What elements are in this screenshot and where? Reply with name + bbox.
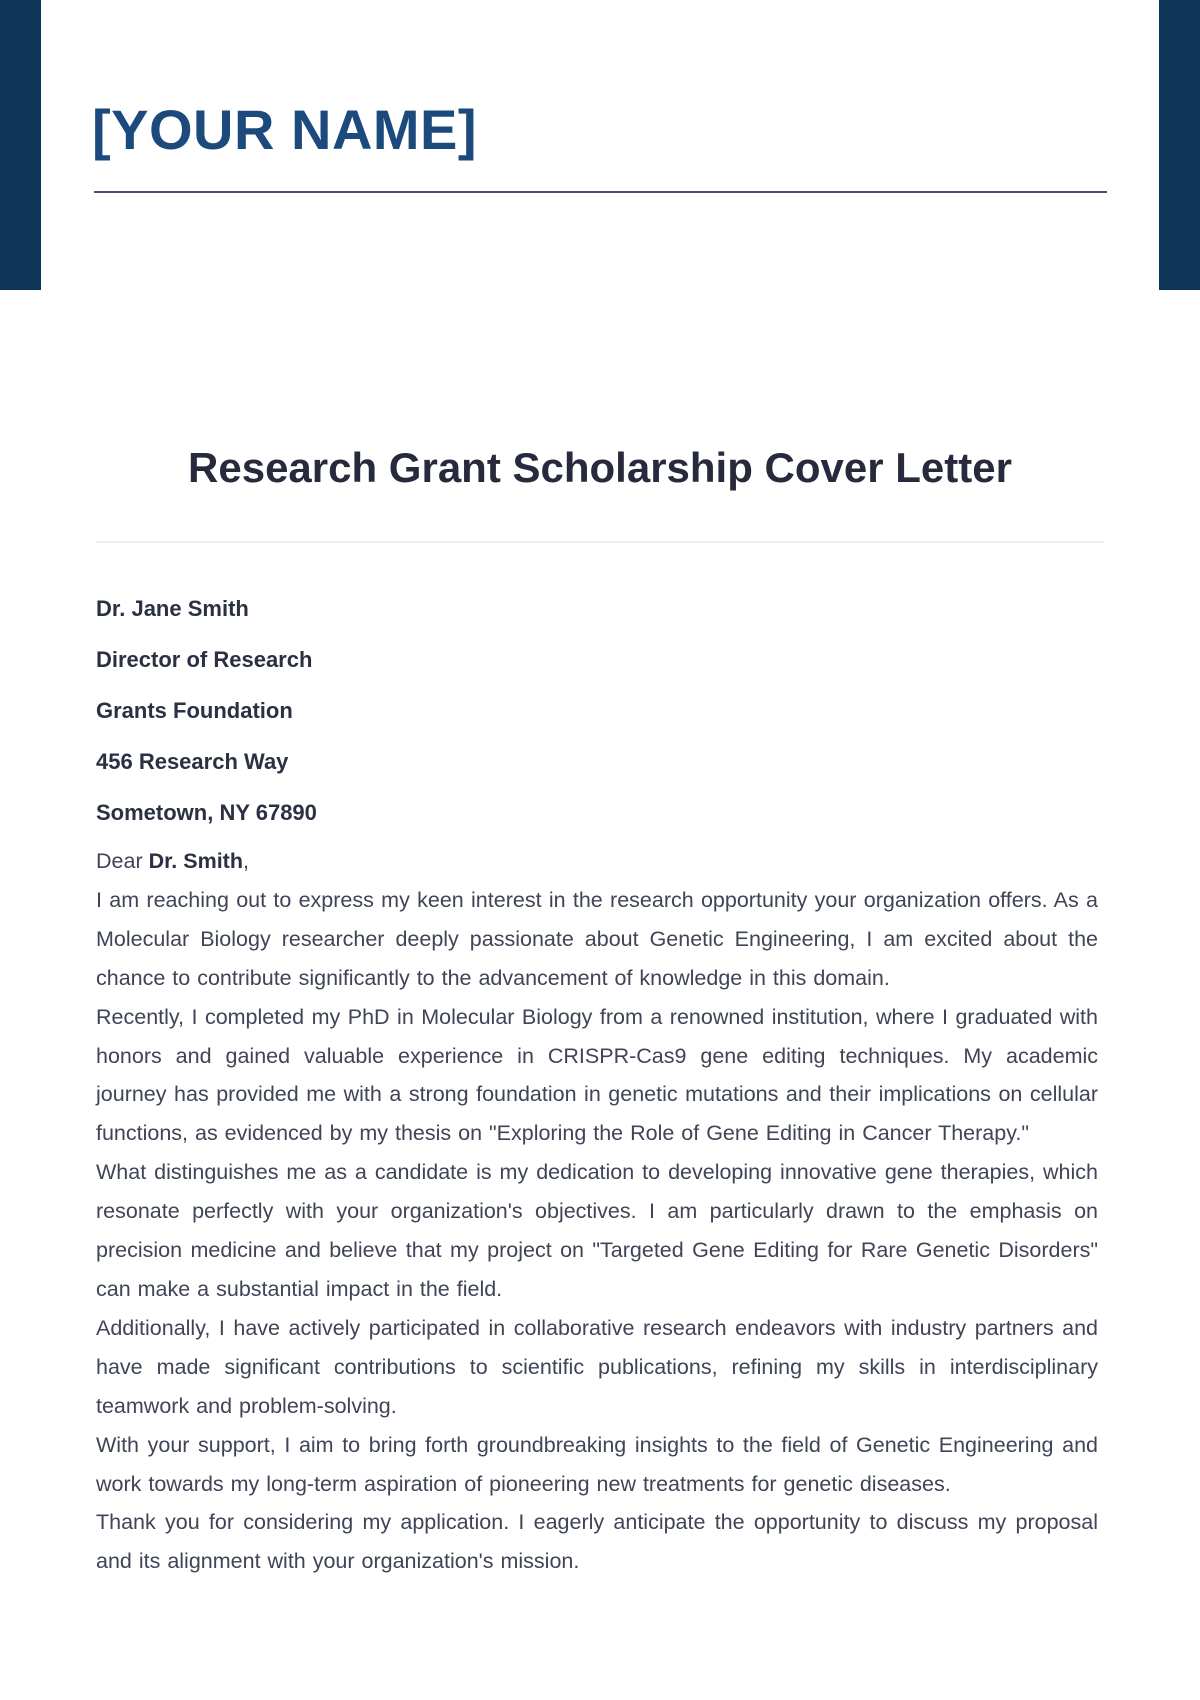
salutation-prefix: Dear [96, 849, 143, 873]
right-accent-bar [1159, 0, 1200, 290]
salutation-name: Dr. Smith [148, 849, 243, 873]
document-title: Research Grant Scholarship Cover Letter [188, 444, 1012, 491]
body-paragraph: Additionally, I have actively participated in collaborative research endeavors with industry partners and have made significant contributions to scientific publications, refining my skills in interdisciplinary teamwork and problem-solving. [96, 1315, 1098, 1418]
body-paragraph: With your support, I aim to bring forth groundbreaking insights to the field of Genetic Engineering and work towards my long-term aspiration of pioneering new treatments for genetic diseases. [96, 1432, 1098, 1496]
left-accent-bar [0, 0, 41, 290]
recipient-name: Dr. Jane Smith [96, 596, 249, 621]
salutation [96, 842, 1098, 881]
title-divider [96, 541, 1104, 543]
recipient-street: 456 Research Way [96, 749, 289, 774]
body-paragraph: Thank you for considering my application. I eagerly anticipate the opportunity to discuss my proposal and its alignment with your organization's mission. [96, 1510, 1098, 1574]
recipient-organization: Grants Foundation [96, 698, 293, 723]
body-paragraph: I am reaching out to express my keen interest in the research opportunity your organization offers. As a Molecular Biology researcher deeply passionate about Genetic Engineering, I am excited about the chance to contribute significantly to the advancement of knowledge in this domain. [96, 887, 1098, 990]
recipient-city-state-zip: Sometown, NY 67890 [96, 800, 317, 825]
body-paragraph: What distinguishes me as a candidate is my dedication to developing innovative gene therapies, which resonate perfectly with your organization's objectives. I am particularly drawn to the emphasis on precision medicine and believe that my project on "Targeted Gene Editing for Rare Genetic Disorders" can make a substantial impact in the field. [96, 1160, 1098, 1301]
salutation-suffix: , [242, 849, 249, 873]
header-name: [YOUR NAME] [92, 98, 478, 161]
recipient-position: Director of Research [96, 647, 313, 672]
recipient-address-block [96, 596, 796, 834]
body-paragraph: Recently, I completed my PhD in Molecular Biology from a renowned institution, where I graduated with honors and gained valuable experience in CRISPR-Cas9 gene editing techniques. My academic journey has provided me with a strong foundation in genetic mutations and their implications on cellular functions, as evidenced by my thesis on "Exploring the Role of Gene Editing in Cancer Therapy." [96, 1004, 1098, 1146]
letter-body [96, 842, 1098, 1581]
header-divider [94, 191, 1107, 193]
